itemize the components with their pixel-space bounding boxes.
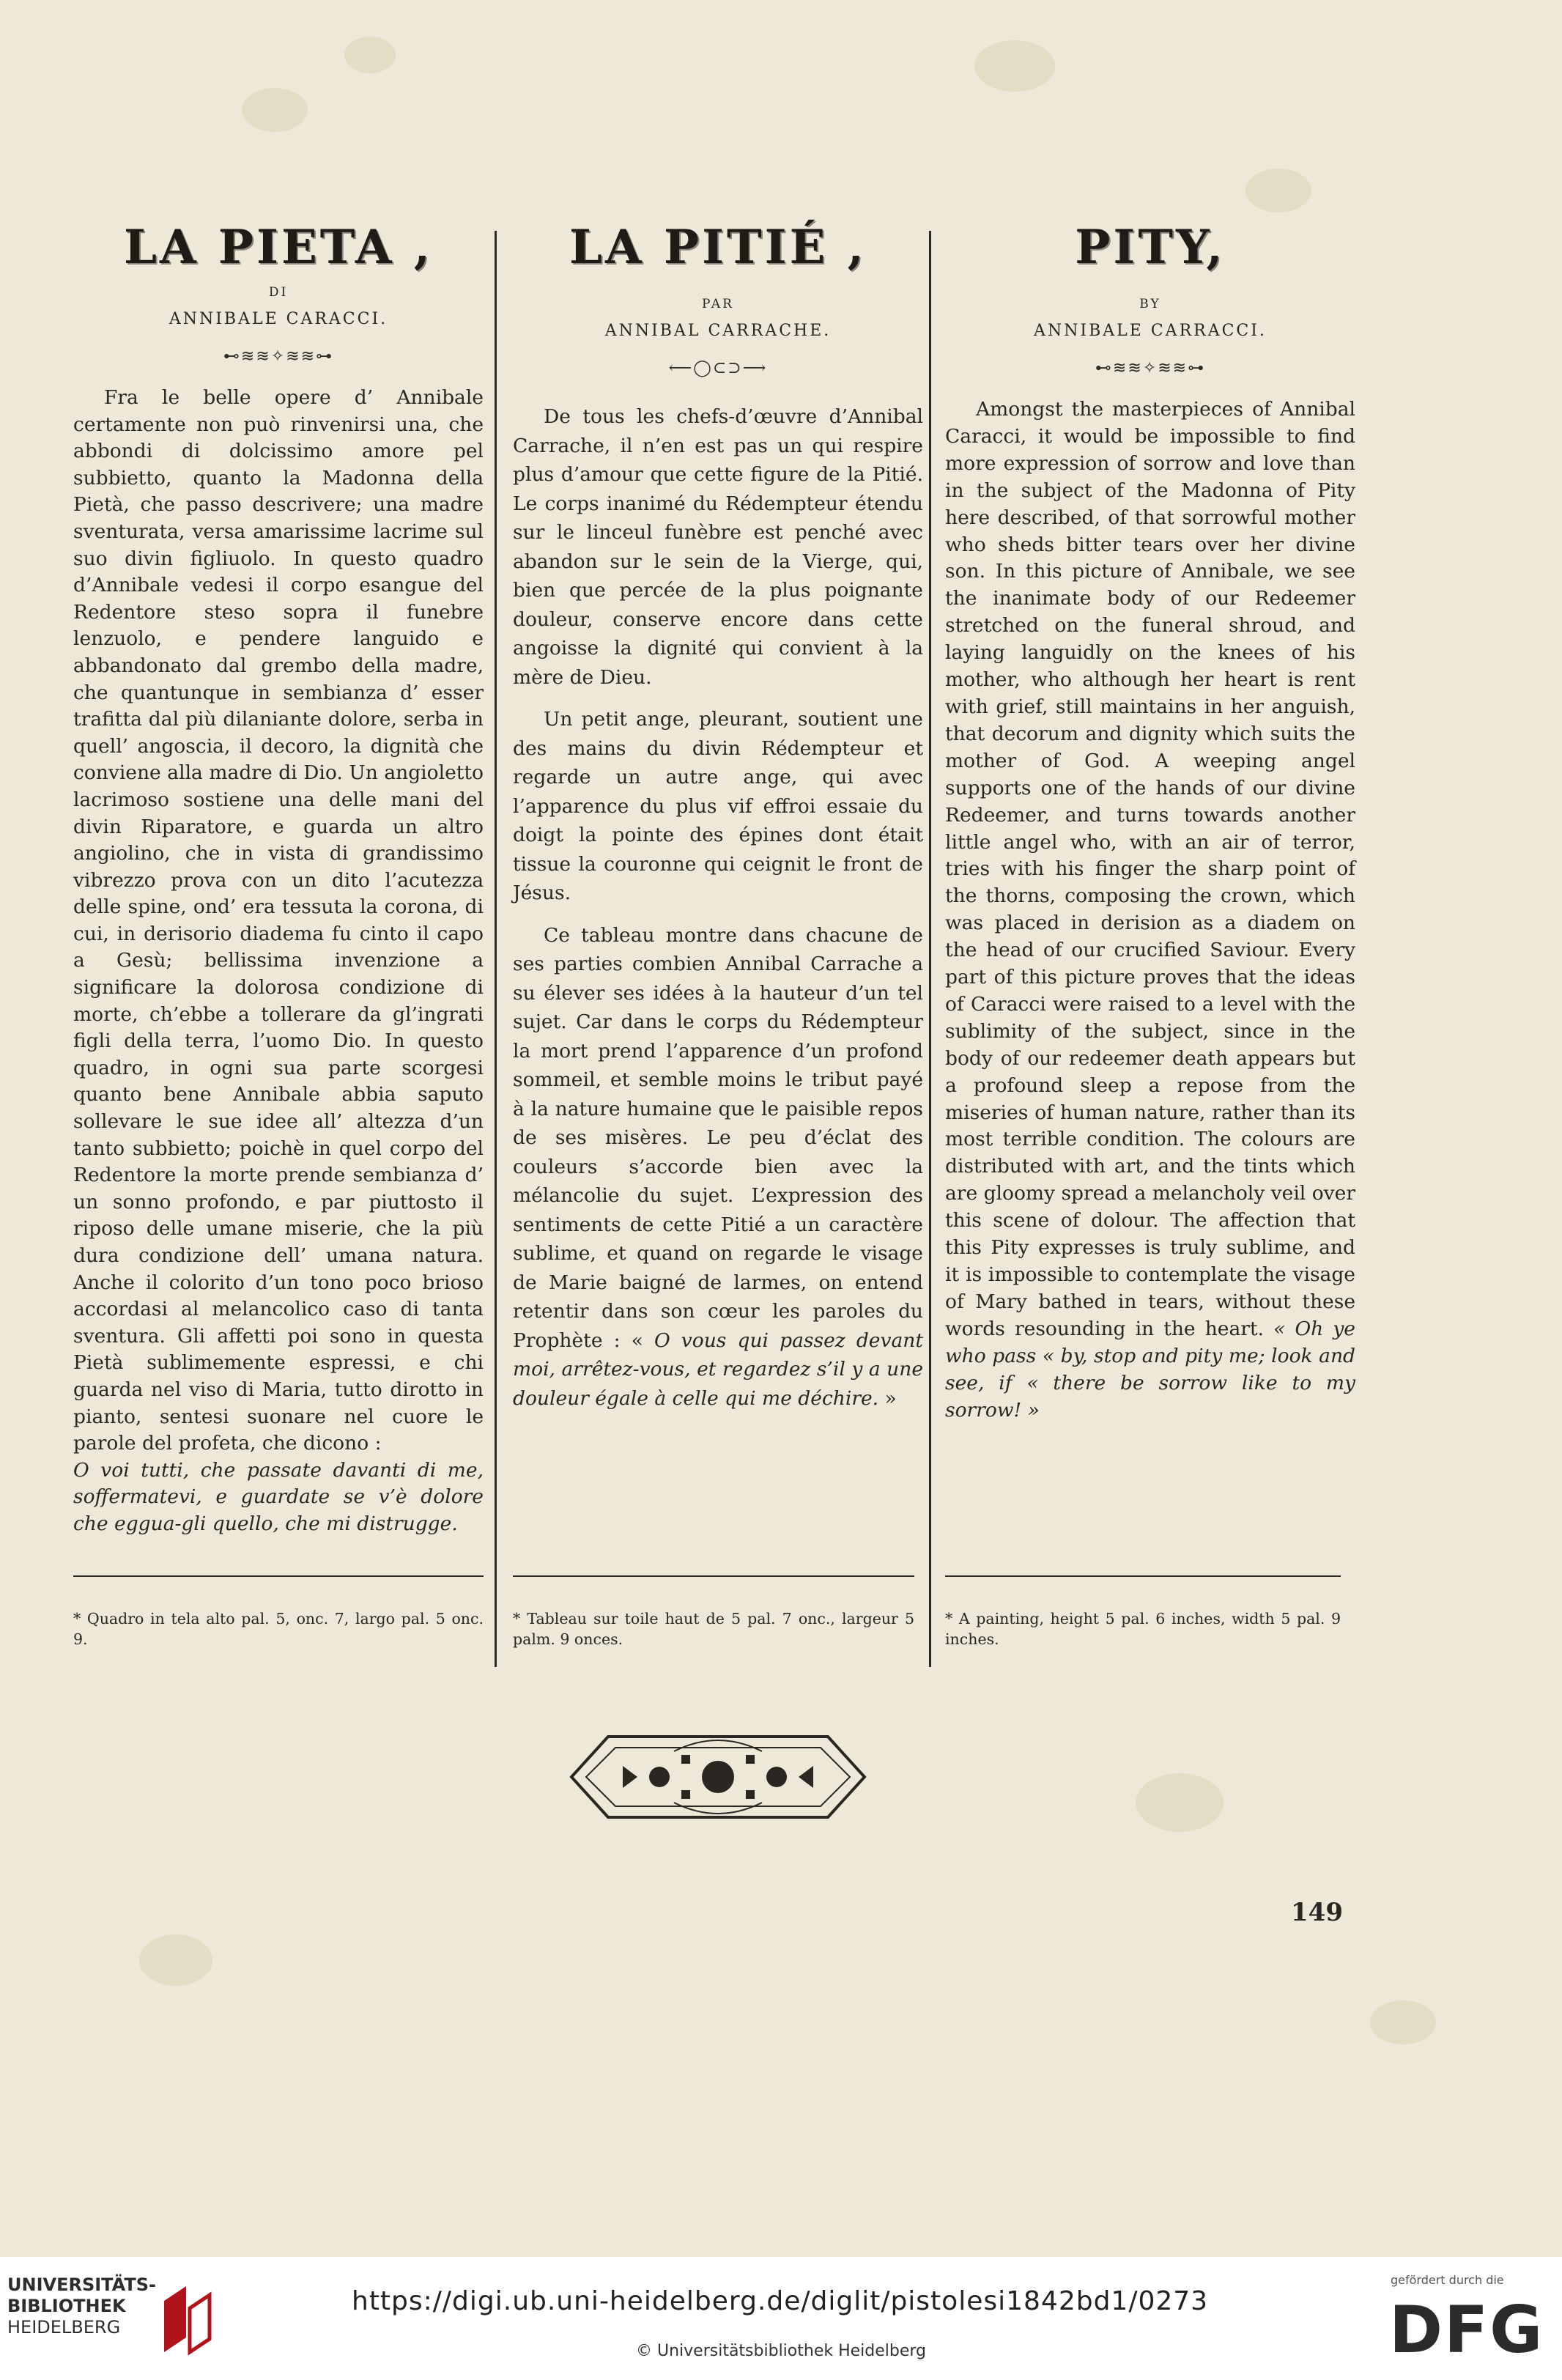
italian-paragraph: Fra le belle opere d’ Annibale certamente non può rinvenirsi una, che abbondi di dolcissimo amore pel subbietto, quanto la Madonna della Pietà, che passo descrivere; una madre sventurata, versa amarissime lacrime sul suo divin figliuolo. In questo quadro d’Annibale vedesi il corpo esangue del Redentore steso sopra il funebre lenzuolo, e pendere languido e abbandonato dal grembo della madre, che quantunque in sembianza d’ esser trafitta dal più dilaniante dolore, serba in quell’ angoscia, il decoro, la dignità che conviene alla madre di Dio. Un angioletto lacrimoso sostiene una delle mani del divin Riparatore, e guarda un altro angiolino, che in vista di grandissimo vibrezzo prova con un dito l’acutezza delle spine, ond’ era tessuta la corona, di cui, in derisorio diadema fu cinto il capo a Gesù; bellissima invenzione a significare la dolorosa condizione di morte, ch’ebbe a tollerare da gl’ingrati figli della terra, l’uomo Dio. In questo quadro, in ogni sua parte scorgesi quanto bene Annibale abbia saputo sollevare le sue idee all’ altezza d’un tanto subbietto; poichè in quel corpo del Redentore la morte prende sembianza d’ un sonno profondo, e par piuttosto il riposo delle umane miserie, che la più dura condizione dell’ umana natura. Anche il colorito d’un tono poco brioso accordasi al melancolico caso di tanta sventura. Gli affetti poi sono in questa Pietà sublimemente espressi, e chi guarda nel viso di Maria, tutto dirotto in pianto, sentesi suonare nel cuore le parole del profeta, che dicono :: [73, 386, 484, 1455]
english-paragraph: Amongst the masterpieces of Annibal Caracci, it would be impossible to find more expression of sorrow and love than in the subject of the Madonna of Pity here described, of that sorrowful mother who sheds bitter tears over her divine son. In this picture of Annibale, we see the inanimate body of our Redeemer stretched on the funeral shroud, and laying languidly on the knees of his mother, who although her heart is rent with grief, still maintains in her anguish, that decorum and dignity which suits the mother of God. A weeping angel supports one of the hands of our divine Redeemer, and turns towards another little angel who, with an air of terror, tries with his finger the sharp point of the thorns, composing the crown, which was placed in derision as a diadem on the head of our crucified Saviour. Every part of this picture proves that the ideas of Caracci were raised to a level with the sublimity of the subject, since in the body of our redeemer death appears but a profound sleep a repose from the miseries of human nature, rather than its most terrible condition. The colours are distributed with art, and the tints which are gloomy spread a melancholy veil over this scene of dolour. The affection that this Pity expresses is truly sublime, and it is impossible to contemplate the visage of Mary bathed in tears, without these words resounding in the heart. « Oh ye who pass « by, stop and pity me; look and see, if « there be sorrow like to my sorrow! »: [945, 398, 1355, 1422]
paper-stain: [1370, 2000, 1436, 2044]
italian-footnote: * Quadro in tela alto pal. 5, onc. 7, largo pal. 5 onc. 9.: [73, 1610, 484, 1648]
page-number: 149: [1291, 1898, 1343, 1927]
french-column: [513, 220, 923, 1426]
italian-di: DI: [268, 285, 289, 300]
french-body: [513, 402, 923, 1413]
english-author: ANNIBALE CARRACCI.: [1034, 322, 1267, 340]
paper-stain: [344, 37, 396, 73]
column-divider: [495, 231, 497, 1667]
english-body: [945, 396, 1355, 1424]
small-ornament-icon: ⊷≋≋✧≋≋⊶: [223, 347, 334, 366]
small-ornament-icon: ⟵◯⊂⊃⟶: [668, 359, 768, 377]
english-footnote: * A painting, height 5 pal. 6 inches, width 5 pal. 9 inches.: [945, 1610, 1341, 1648]
english-quote: « Oh ye who pass « by, stop and pity me; look and see, if « there be sorrow like to my sorrow! »: [945, 1317, 1355, 1422]
dfg-logo[interactable]: DFG: [1389, 2292, 1544, 2368]
decorative-ornament-icon: [564, 1722, 872, 1832]
french-footnote: * Tableau sur toile haut de 5 pal. 7 onc., largeur 5 palm. 9 onces.: [513, 1610, 914, 1648]
library-logo-text: UNIVERSITÄTS- BIBLIOTHEK HEIDELBERG: [7, 2274, 157, 2338]
funding-note: gefördert durch die: [1391, 2273, 1504, 2287]
italian-title: LA PIETA ,: [123, 220, 434, 275]
small-ornament-icon: ⊷≋≋✧≋≋⊶: [1095, 359, 1206, 377]
english-by: BY: [1139, 297, 1161, 311]
french-author: ANNIBAL CARRACHE.: [604, 322, 832, 340]
paper-stain: [139, 1934, 212, 1986]
library-logo-icon[interactable]: [157, 2279, 215, 2359]
french-paragraph: De tous les chefs-d’œuvre d’Annibal Carrache, il n’en est pas un qui respire plus d’amour que cette figure de la Pitié. Le corps inanimé du Rédempteur étendu sur le linceul funèbre est penché avec abandon sur le sein de la Vierge, qui, bien que percée de la plus poignante douleur, conserve encore dans cette angoisse la dignité qui convient à la mère de Dieu.: [513, 405, 923, 689]
italian-author: ANNIBALE CARACCI.: [169, 310, 388, 328]
french-paragraph: Un petit ange, pleurant, soutient une des mains du divin Rédempteur et regarde un autre ange, qui avec l’apparence du plus vif effroi essaie du doigt la pointe des épines dont était tissue la couronne qui ceignit le front de Jésus.: [513, 708, 923, 904]
paper-stain: [1245, 169, 1311, 212]
paper-stain: [1136, 1773, 1224, 1832]
footnote-rule: [513, 1575, 914, 1577]
french-quote: O vous qui passez devant moi, arrêtez-vous, et regardez s’il y a une douleur égale à celle qui me déchire.: [513, 1328, 923, 1410]
footnote-rule: [945, 1575, 1341, 1577]
french-title: LA PITIÉ ,: [569, 220, 867, 275]
italian-body: [73, 385, 484, 1538]
paper-stain: [242, 88, 308, 132]
digitization-footer: [0, 2257, 1562, 2380]
italian-column: [73, 220, 484, 1551]
page-url-link[interactable]: https://digi.ub.uni-heidelberg.de/diglit/pistolesi1842bd1/0273: [352, 2286, 1209, 2316]
copyright-text: © Universitätsbibliothek Heidelberg: [636, 2342, 927, 2360]
column-divider: [929, 231, 931, 1667]
french-par: PAR: [702, 297, 734, 311]
english-title: PITY,: [1075, 220, 1226, 275]
paper-stain: [974, 40, 1055, 92]
english-column: [945, 220, 1355, 1437]
footnote-rule: [73, 1575, 484, 1577]
french-paragraph: Ce tableau montre dans chacune de ses parties combien Annibal Carrache a su élever ses idées à la hauteur d’un tel sujet. Car dans le corps du Rédempteur la mort prend l’apparence d’un profond sommeil, et semble moins le tribut payé à la nature humaine que le paisible repos de ses misères. Le peu d’éclat des couleurs s’accorde bien avec la mélancolie du sujet. L’expression des sentiments de cette Pitié a un caractère sublime, et quand on regarde le visage de Marie baigné de larmes, on entend retentir dans son cœur les paroles du Prophète : « O vous qui passez devant moi, arrêtez-vous, et regardez s’il y a une douleur égale à celle qui me déchire. »: [513, 923, 923, 1410]
italian-quote: O voi tutti, che passate davanti di me, soffermatevi, e guardate se v’è dolore che eggua-gli quello, che mi distrugge.: [73, 1458, 484, 1535]
